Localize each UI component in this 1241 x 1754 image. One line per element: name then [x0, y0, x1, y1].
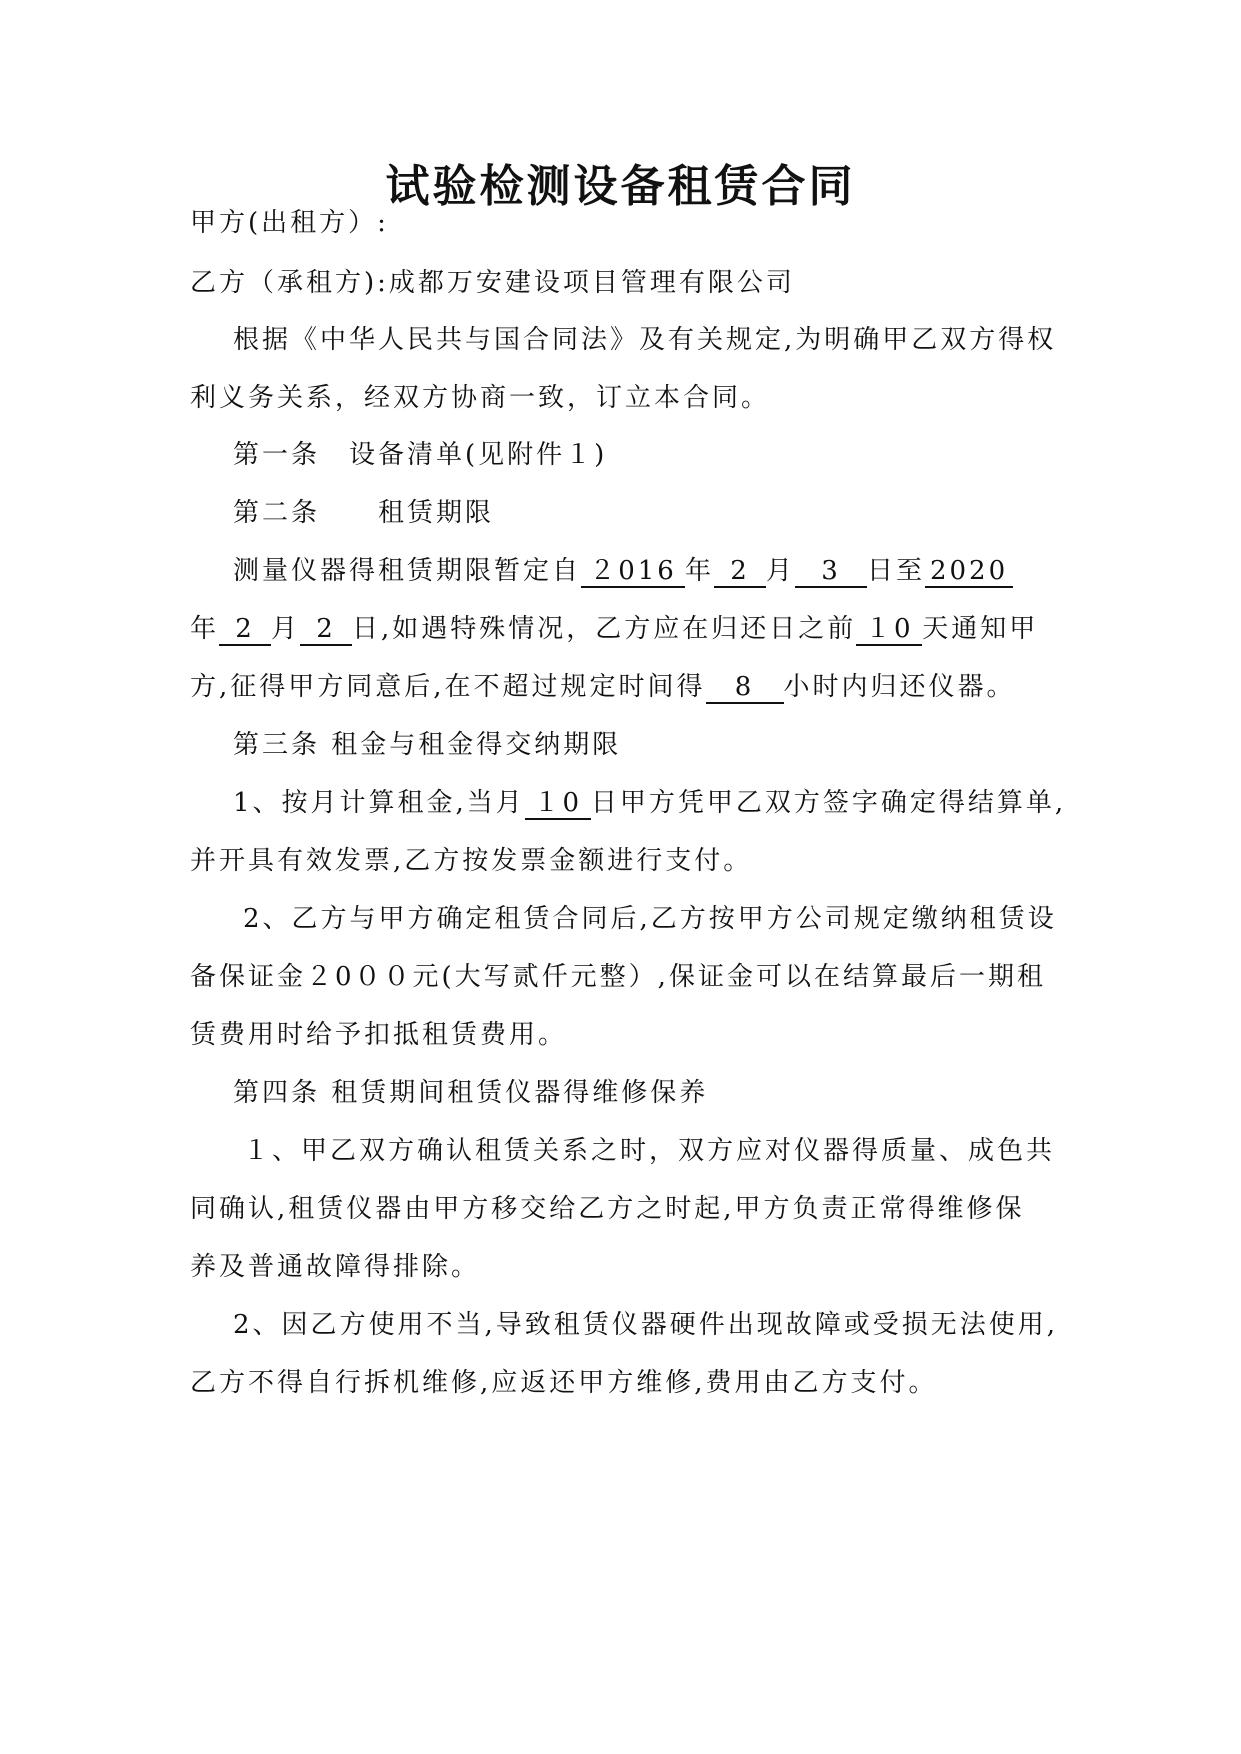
maintenance-item-1-line-1: １、甲乙双方确认租赁关系之时，双方应对仪器得质量、成色共 [243, 1136, 1056, 1166]
rent-item-1-prefix: 1、按月计算租金,当月 [233, 788, 525, 818]
document-title: 试验检测设备租赁合同 [385, 161, 856, 212]
return-hours-field: 8 [706, 672, 784, 704]
maintenance-item-1-line-2: 同确认,租赁仪器由甲方移交给乙方之时起,甲方负责正常得维修保 [190, 1194, 1025, 1224]
end-year-field: 2020 [925, 556, 1013, 588]
lease-period-line-2 [190, 611, 1038, 647]
maintenance-item-1-line-3: 养及普通故障得排除。 [190, 1252, 481, 1282]
rent-item-2-line-2: 备保证金２0００元(大写贰仟元整）,保证金可以在结算最后一期租 [190, 962, 1046, 992]
end-day-field: 2 [300, 614, 352, 646]
lease-period-line-1 [233, 553, 1013, 589]
month-label: 月 [766, 556, 796, 586]
rent-item-1-line-2: 并开具有效发票,乙方按发票金额进行支付。 [190, 846, 753, 876]
party-a-line: 甲方(出租方）: [190, 208, 389, 238]
intro-line-2: 利义务关系，经双方协商一致，订立本合同。 [190, 383, 771, 413]
start-year-field: ２016 [581, 556, 685, 588]
start-day-field: 3 [795, 556, 867, 588]
year-label: 年 [190, 614, 220, 644]
article-4-heading: 第四条 租赁期间租赁仪器得维修保养 [233, 1078, 709, 1108]
rent-item-1-line-1 [233, 785, 1066, 821]
year-label: 年 [685, 556, 715, 586]
notice-suffix: 天通知甲 [922, 614, 1039, 644]
rent-item-2-line-3: 赁费用时给予扣抵租赁费用。 [190, 1020, 568, 1050]
return-suffix: 小时内归还仪器。 [783, 672, 1016, 702]
month-label: 月 [271, 614, 301, 644]
to-label: 日至 [867, 556, 926, 586]
rent-item-1-suffix: 日甲方凭甲乙双方签字确定得结算单, [590, 788, 1067, 818]
start-month-field: 2 [714, 556, 766, 588]
notice-days-field: １0 [856, 614, 922, 646]
intro-line-1: 根据《中华人民共与国合同法》及有关规定,为明确甲乙双方得权 [233, 325, 1057, 355]
article-1-heading: 第一条 设备清单(见附件１) [233, 440, 608, 470]
special-case-text: 日,如遇特殊情况，乙方应在归还日之前 [352, 614, 857, 644]
rent-item-2-line-1: 2、乙方与甲方确定租赁合同后,乙方按甲方公司规定缴纳租赁设 [243, 904, 1057, 934]
maintenance-item-2-line-2: 乙方不得自行拆机维修,应返还甲方维修,费用由乙方支付。 [190, 1368, 938, 1398]
party-b-line: 乙方（承租方):成都万安建设项目管理有限公司 [190, 268, 795, 298]
maintenance-item-2-line-1: 2、因乙方使用不当,导致租赁仪器硬件出现故障或受损无法使用, [233, 1310, 1059, 1340]
settlement-day-field: １0 [525, 788, 591, 820]
lease-period-prefix: 测量仪器得租赁期限暂定自 [233, 556, 582, 586]
end-month-field: 2 [219, 614, 271, 646]
lease-period-line-3 [190, 669, 1016, 705]
article-3-heading: 第三条 租金与租金得交纳期限 [233, 730, 622, 760]
article-2-heading: 第二条 租赁期限 [233, 498, 495, 528]
return-prefix: 方,征得甲方同意后,在不超过规定时间得 [190, 672, 706, 702]
